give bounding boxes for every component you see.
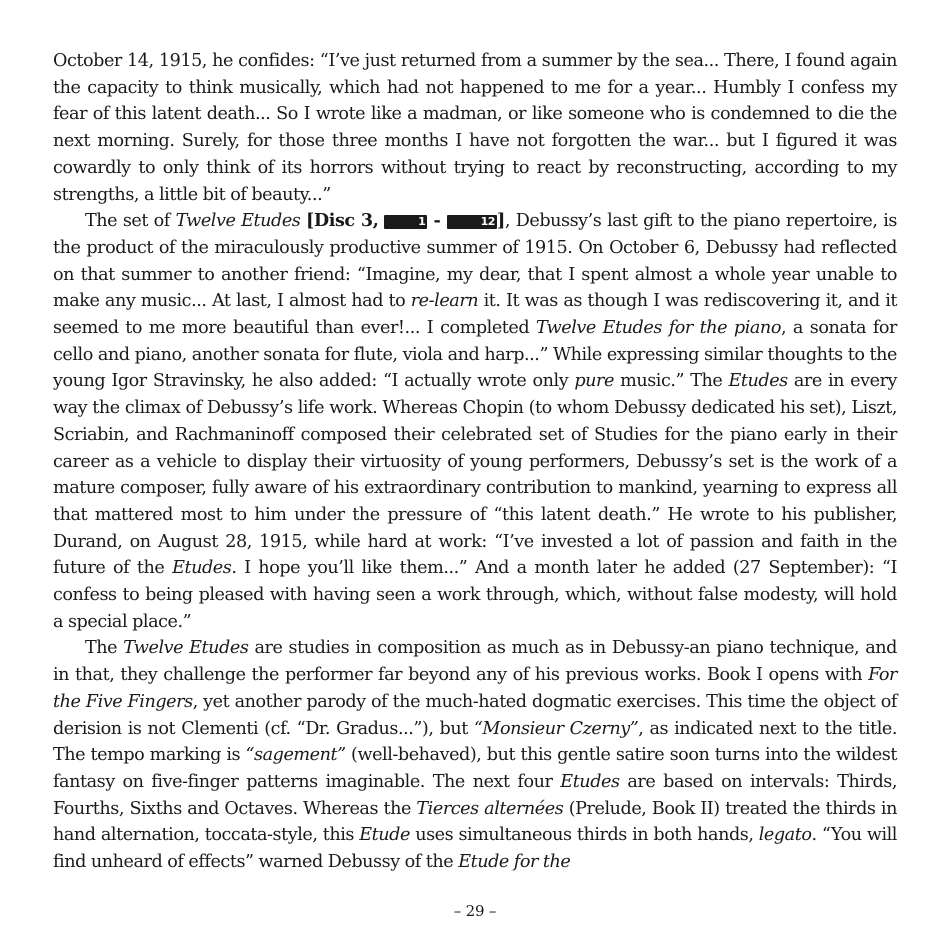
page-body (53, 48, 897, 876)
disc-reference: [Disc 3, (306, 210, 379, 232)
text-run: . I hope you’ll like them...” And a month later he added (27 September): “I confess to being pleased with having seen a work through, which, without false modesty, will hold a special place.” (53, 558, 897, 632)
work-title: Etudes (728, 371, 788, 392)
text-run: , a sonata for cello and piano, another sonata for flute, viola and harp...” While expressing similar thoughts to the young Igor Stravinsky, he also added: “I actually wrote only (53, 318, 897, 392)
emphasis: pure (574, 371, 614, 392)
paragraph-1 (53, 48, 897, 208)
work-title: Twelve Etudes (123, 638, 249, 659)
text-run: are based on intervals: Thirds, Fourths, Sixths and Octaves. Whereas the (53, 771, 897, 819)
text-run: . “You will find unheard of effects” warned Debussy of the (53, 825, 897, 873)
emphasis: re-learn (410, 291, 479, 312)
page-number: – 29 – (453, 902, 497, 920)
work-title: Twelve Etudes for the piano (536, 318, 781, 339)
work-title: For the Five Fingers (53, 665, 897, 712)
text-run: are studies in composition as much as in Debussy-an piano technique, and in that, they challenge the performer far beyond any of his previous works. Book I opens with (53, 638, 897, 686)
text-run: , Debussy’s last gift to the piano repertoire, is the product of the miraculously productive summer of 1915. On October 6, Debussy had reflected on that summer to another friend: “Imagine, my dear, that I spent almost a whole year unable to make any music... At last, I almost had to (53, 211, 897, 312)
paragraph-3 (53, 635, 897, 875)
text-run: , as indicated next to the title. The tempo marking is (53, 718, 897, 766)
text-run: uses simultaneous thirds in both hands, (409, 825, 759, 846)
track-number-badge: 12 (447, 215, 497, 229)
track-number-badge: 1 (384, 215, 427, 229)
emphasis: “sagement” (245, 745, 346, 766)
work-title: Etudes (172, 558, 232, 579)
work-title: Etudes (560, 771, 620, 792)
text-run: it. It was as though I was rediscovering it, and it seemed to me more beautiful than ever!... I completed (53, 291, 897, 339)
work-title: Twelve Etudes (175, 211, 301, 232)
text-run: , yet another parody of the much-hated dogmatic exercises. This time the object of derision is not Clementi (cf. “Dr. Gradus...”), but (53, 691, 897, 739)
text-run: are in every way the climax of Debussy’s life work. Whereas Chopin (to whom Debussy dedicated his set), Liszt, Scriabin, and Rachmaninoff composed their celebrated set of Studies for the piano early in their career as a vehicle to display their virtuosity of young performers, Debussy’s set is the work of a mature composer, fully aware of his extraordinary contribution to mankind, yearning to express all that mattered most to him under the pressure of “this latent death.” He wrote to his publisher, Durand, on August 28, 1915, while hard at work: “I’ve invested a lot of passion and faith in the future of the (53, 371, 898, 579)
work-title: Etude (359, 825, 410, 846)
emphasis: “Monsieur Czerny” (473, 718, 639, 739)
disc-reference-close: ] (497, 210, 505, 232)
text-run: The set of (85, 211, 176, 232)
work-title: Etude for the (458, 852, 571, 873)
emphasis: legato (758, 825, 812, 846)
paragraph-2 (53, 208, 897, 635)
text-run: October 14, 1915, he confides: “I’ve just returned from a summer by the sea... There, I found again the capacity to think musically, which had not happened to me for a year... Humbly I confess my fear of this latent death... So I wrote like a madman, or like someone who is condemned to die the next morning. Surely, for those three months I have not forgotten the war... but I figured it was cowardly to only think of its horrors without trying to react by reconstructing, according to my strengths, a little bit of beauty...” (53, 51, 897, 205)
text-run: (well-behaved), but this gentle satire soon turns into the wildest fantasy on five-finger patterns imaginable. The next four (53, 745, 897, 792)
text-run: The (85, 638, 124, 659)
work-title: Tierces alternées (416, 798, 564, 819)
text-run: music.” The (613, 371, 729, 392)
text-run: (Prelude, Book II) treated the thirds in hand alternation, toccata-style, this (53, 798, 897, 846)
track-range-dash: - (427, 210, 447, 232)
